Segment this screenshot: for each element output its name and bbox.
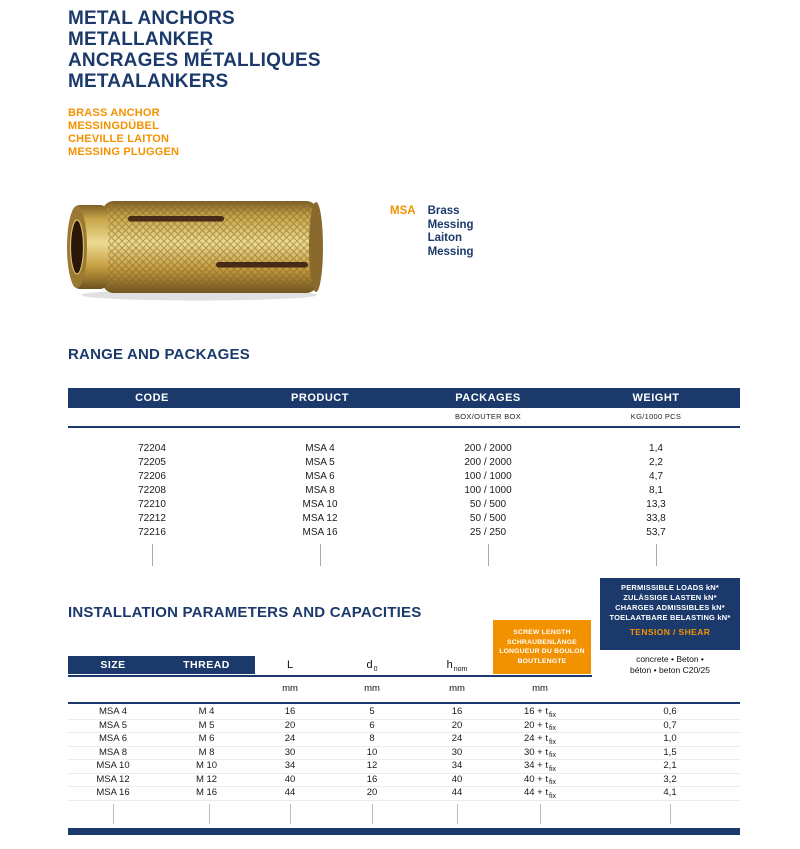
cell-code: 72208 (138, 485, 166, 496)
column-tick (113, 804, 114, 824)
column-tick (290, 804, 291, 824)
cell-weight: 4,7 (649, 471, 663, 482)
cell-hnom: 16 (451, 706, 463, 717)
unit-mm: mm (449, 683, 465, 694)
product-name: Brass (427, 205, 460, 217)
bottom-divider-bar (68, 828, 740, 835)
subtitle-line: MESSING PLUGGEN (68, 146, 180, 158)
column-tick (152, 544, 153, 566)
cell-thread: M 12 (195, 773, 218, 785)
screw-value: 34 + t (523, 760, 549, 771)
header-divider-line (68, 675, 592, 677)
cell-thread: M 6 (198, 733, 215, 744)
cell-hnom: 40 (451, 773, 463, 785)
fix-subscript: fix (549, 725, 557, 733)
d-base: d (366, 659, 373, 671)
h-sub: nom (453, 666, 468, 674)
column-guide-ticks (68, 804, 740, 826)
cell-size: MSA 12 (96, 773, 130, 785)
screw-value: 30 + t (523, 746, 549, 758)
column-header-code: CODE (135, 392, 169, 404)
cell-code: 72204 (138, 443, 166, 454)
cell-product: MSA 5 (305, 457, 335, 468)
fix-subscript: fix (549, 779, 557, 787)
cell-load: 0,6 (663, 706, 677, 717)
cell-d0: 20 (366, 787, 378, 798)
screw-value: 16 + t (523, 706, 549, 717)
screw-value: 24 + t (523, 733, 549, 744)
install-section (68, 578, 740, 842)
table-row (68, 760, 740, 774)
cell-thread: M 8 (198, 746, 215, 758)
column-header-product: PRODUCT (291, 392, 349, 404)
product-photo (66, 192, 332, 302)
permissible-loads-header (600, 578, 740, 650)
table-row (68, 747, 740, 761)
cell-hnom: 44 (451, 787, 463, 798)
table-row (68, 774, 740, 788)
range-section-title: RANGE AND PACKAGES (68, 346, 250, 363)
screw-length-header (493, 620, 591, 674)
subtitle-line: CHEVILLE LAITON (68, 133, 170, 145)
column-tick (488, 544, 489, 566)
loads-header-line: CHARGES ADMISSIBLES kN* (615, 603, 725, 612)
product-legend (390, 205, 474, 259)
cell-product: MSA 6 (305, 471, 335, 482)
cell-packages: 25 / 250 (469, 527, 507, 538)
subtitle-line: BRASS ANCHOR (68, 107, 160, 119)
table-row (68, 706, 740, 720)
unit-mm: mm (364, 683, 380, 694)
cell-L: 44 (284, 787, 296, 798)
cell-packages: 50 / 500 (469, 499, 507, 510)
loads-header-line: TOELAATBARE BELASTING kN* (609, 613, 731, 622)
cell-L: 20 (284, 719, 296, 731)
cell-code: 72206 (138, 471, 166, 482)
cell-weight: 13,3 (646, 499, 666, 510)
cell-thread: M 16 (195, 787, 218, 798)
column-tick (209, 804, 210, 824)
cell-d0: 8 (369, 733, 375, 744)
page-subtitle (68, 107, 179, 159)
range-table-body (68, 442, 740, 540)
concrete-line: concrete • Beton • (636, 654, 704, 664)
column-header-hnom (435, 656, 479, 674)
cell-weight: 2,2 (649, 457, 663, 468)
concrete-line: béton • beton C20/25 (629, 665, 710, 675)
column-guide-ticks (68, 544, 740, 568)
cell-weight: 8,1 (649, 485, 663, 496)
range-table-subheader (68, 408, 740, 428)
fix-subscript: fix (549, 738, 557, 746)
subheader-weight-unit: KG/1000 PCS (630, 412, 682, 421)
cell-code: 72216 (138, 527, 166, 538)
cell-thread: M 5 (198, 719, 215, 731)
table-row (68, 484, 740, 498)
d-sub: 0 (373, 666, 378, 674)
column-header-thread: THREAD (183, 659, 230, 671)
cell-size: MSA 6 (99, 733, 127, 744)
screw-value: 20 + t (523, 719, 549, 731)
cell-size: MSA 16 (96, 787, 130, 798)
cell-d0: 16 (366, 773, 378, 785)
cell-hnom: 20 (451, 719, 463, 731)
cell-d0: 12 (366, 760, 378, 771)
cell-packages: 50 / 500 (469, 513, 507, 524)
cell-packages: 100 / 1000 (464, 471, 512, 482)
column-tick (670, 804, 671, 824)
product-names (428, 205, 474, 259)
cell-product: MSA 16 (302, 527, 338, 538)
cell-code: 72205 (138, 457, 166, 468)
cell-packages: 200 / 2000 (464, 443, 512, 454)
loads-header-line: PERMISSIBLE LOADS kN* (621, 583, 719, 592)
cell-weight: 33,8 (646, 513, 666, 524)
product-name: Laiton (427, 232, 463, 244)
screw-header-line: SCHRAUBENLÄNGE (506, 638, 577, 646)
cell-L: 30 (284, 746, 296, 758)
column-tick (372, 804, 373, 824)
subtitle-line: MESSINGDÜBEL (68, 120, 160, 132)
unit-mm: mm (532, 683, 548, 694)
cell-code: 72210 (138, 499, 166, 510)
title-line: ANCRAGES MÉTALLIQUES (68, 50, 321, 71)
cell-load: 1,5 (663, 746, 677, 758)
install-section-title: INSTALLATION PARAMETERS AND CAPACITIES (68, 604, 422, 621)
column-header-d0 (350, 656, 394, 674)
product-name: Messing (427, 245, 474, 258)
product-name: Messing (427, 218, 474, 231)
table-row (68, 456, 740, 470)
fix-subscript: fix (549, 711, 557, 719)
cell-load: 0,7 (663, 719, 677, 731)
cell-hnom: 34 (451, 760, 463, 771)
tension-shear-label: TENSION / SHEAR (629, 627, 711, 637)
table-row (68, 498, 740, 512)
screw-value: 44 + t (523, 787, 549, 798)
cell-packages: 200 / 2000 (464, 457, 512, 468)
subheader-empty (68, 408, 236, 426)
title-line: METALLANKER (68, 29, 214, 50)
column-tick (457, 804, 458, 824)
cell-weight: 53,7 (646, 527, 666, 538)
cell-load: 3,2 (663, 773, 677, 785)
table-row (68, 442, 740, 456)
cell-load: 1,0 (663, 733, 677, 744)
product-code-label: MSA (390, 205, 416, 217)
screw-value: 40 + t (523, 773, 549, 785)
cell-size: MSA 4 (99, 706, 127, 717)
subheader-empty (236, 408, 404, 426)
column-header-L: L (286, 659, 294, 671)
column-tick (540, 804, 541, 824)
cell-L: 16 (284, 706, 296, 717)
column-header-packages: PACKAGES (455, 392, 521, 404)
cell-L: 40 (284, 773, 296, 785)
table-row (68, 787, 740, 801)
cell-size: MSA 8 (99, 746, 127, 758)
range-table (68, 388, 740, 568)
cell-d0: 5 (369, 706, 375, 717)
table-row (68, 720, 740, 734)
column-tick (656, 544, 657, 566)
cell-load: 2,1 (663, 760, 677, 771)
cell-L: 24 (284, 733, 296, 744)
column-tick (320, 544, 321, 566)
screw-header-line: LONGUEUR DU BOULON (499, 648, 585, 655)
column-header-weight: WEIGHT (632, 392, 680, 404)
cell-size: MSA 10 (96, 760, 130, 771)
loads-header-line: ZULÄSSIGE LASTEN kN* (623, 593, 717, 602)
column-header-size: SIZE (100, 659, 126, 671)
subheader-packages-unit: BOX/OUTER BOX (455, 412, 521, 421)
cell-product: MSA 10 (302, 499, 338, 510)
table-row (68, 470, 740, 484)
cell-thread: M 10 (195, 760, 218, 771)
table-row (68, 526, 740, 540)
cell-hnom: 30 (451, 746, 463, 758)
screw-header-line: BOUTLENGTE (517, 657, 567, 665)
table-row (68, 512, 740, 526)
cell-packages: 100 / 1000 (464, 485, 512, 496)
size-thread-header (68, 656, 255, 674)
table-row (68, 733, 740, 747)
title-line: METAL ANCHORS (68, 8, 235, 29)
screw-header-line: SCREW LENGTH (513, 629, 571, 636)
cell-weight: 1,4 (649, 443, 663, 454)
cell-code: 72212 (138, 513, 166, 524)
cell-hnom: 24 (451, 733, 463, 744)
unit-mm: mm (282, 683, 298, 694)
fix-subscript: fix (549, 792, 557, 800)
cell-load: 4,1 (663, 787, 677, 798)
units-divider-line (68, 702, 740, 704)
cell-L: 34 (284, 760, 296, 771)
cell-product: MSA 4 (305, 443, 335, 454)
cell-d0: 10 (366, 746, 378, 758)
install-table-body (68, 706, 740, 801)
cell-size: MSA 5 (99, 719, 127, 731)
cell-thread: M 4 (198, 706, 215, 717)
fix-subscript: fix (549, 765, 557, 773)
cell-screw-length (481, 787, 599, 803)
title-line: METAALANKERS (68, 71, 229, 92)
cell-product: MSA 12 (302, 513, 338, 524)
concrete-grade-label (600, 652, 740, 676)
page-title (68, 8, 321, 92)
fix-subscript: fix (549, 752, 557, 760)
range-table-header (68, 388, 740, 408)
cell-d0: 6 (369, 719, 375, 731)
cell-product: MSA 8 (305, 485, 335, 496)
h-base: h (446, 659, 453, 671)
